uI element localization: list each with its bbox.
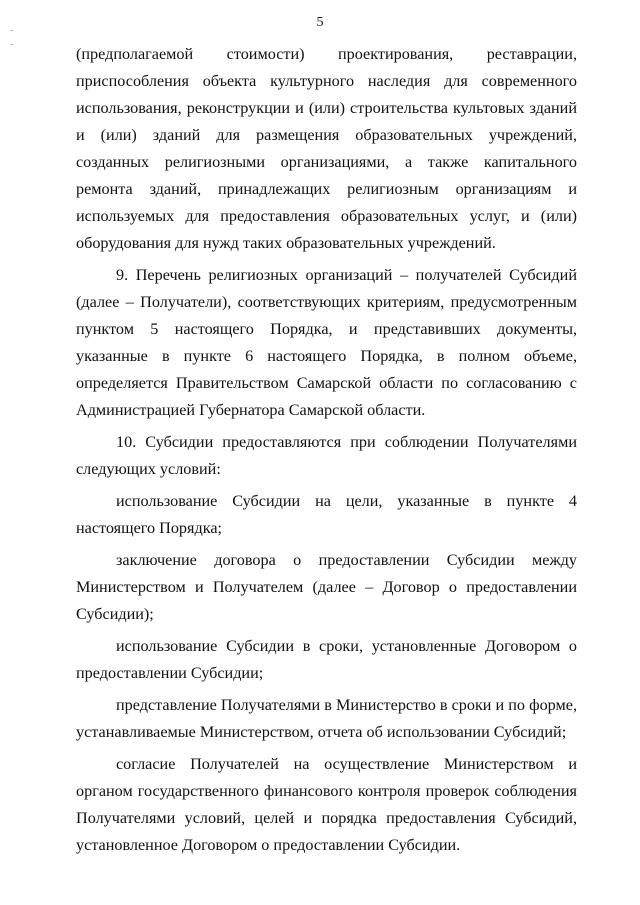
document-body <box>76 41 577 859</box>
condition-item: использование Субсидии в сроки, установленные Договором о предоставлении Субсидии; <box>76 637 577 682</box>
condition-item: использование Субсидии на цели, указанные в пункте 4 настоящего Порядка; <box>76 492 577 537</box>
paragraph-item-9: 9. Перечень религиозных организаций – получателей Субсидий (далее – Получатели), соответствующих критериям, предусмотренным пунктом 5 настоящего Порядка, и представивших документы, указанные в пункте 6 настоящего Порядка, в полном объеме, определяется Правительством Самарской области по согласованию с Администрацией Губернатора Самарской области. <box>76 266 577 419</box>
page-number: 5 <box>316 15 324 30</box>
condition-item: согласие Получателей на осуществление Министерством и органом государственного финансового контроля проверок соблюдения Получателями условий, целей и порядка предоставления Субсидий, установленное Договором о предоставлении Субсидии. <box>76 755 577 854</box>
margin-mark <box>10 44 13 45</box>
paragraph-continuation: (предполагаемой стоимости) проектирования, реставрации, приспособления объекта культурного наследия для современного использования, реконструкции и (или) строительства культовых зданий и (или) зданий для размещения образовательных учреждений, созданных религиозными организациями, а также капитального ремонта зданий, принадлежащих религиозным организациям и используемых для предоставления образовательных услуг, и (или) оборудования для нужд таких образовательных учреждений. <box>76 45 577 252</box>
paragraph-item-10: 10. Субсидии предоставляются при соблюдении Получателями следующих условий: <box>76 433 577 478</box>
condition-item: заключение договора о предоставлении Субсидии между Министерством и Получателем (далее – Договор о предоставлении Субсидии); <box>76 551 577 623</box>
condition-item: представление Получателями в Министерство в сроки и по форме, устанавливаемые Министерством, отчета об использовании Субсидий; <box>76 696 577 741</box>
